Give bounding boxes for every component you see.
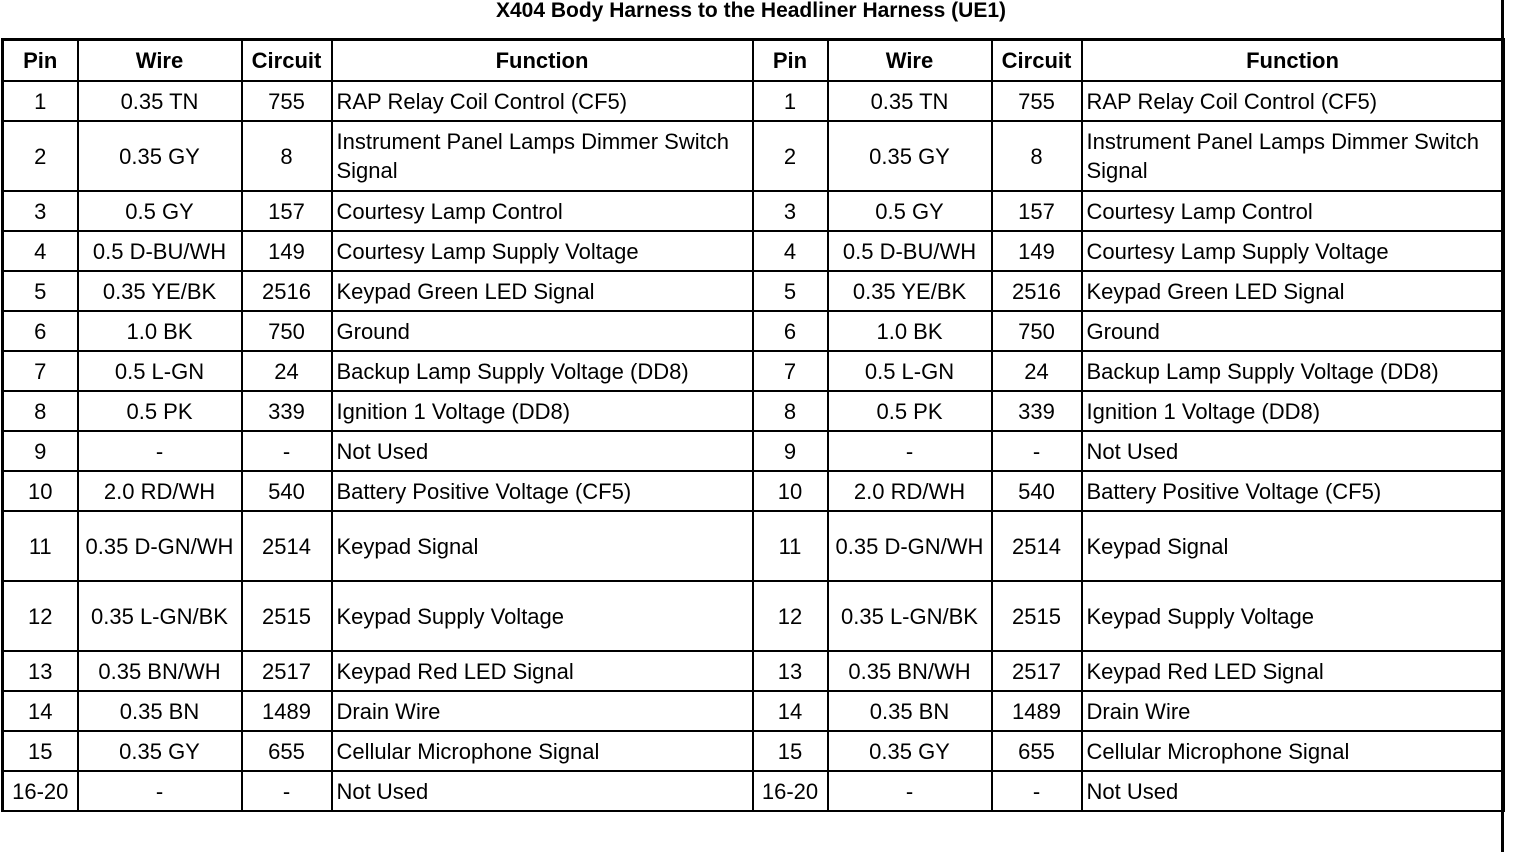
circuit-cell: 655 xyxy=(242,731,332,771)
circuit-cell-right: 750 xyxy=(992,311,1082,351)
wire-cell: 1.0 BK xyxy=(78,311,242,351)
pin-cell: 15 xyxy=(3,731,78,771)
circuit-cell-right: 2517 xyxy=(992,651,1082,691)
table-row xyxy=(3,431,1504,471)
function-cell: Keypad Supply Voltage xyxy=(332,581,753,651)
function-cell: Courtesy Lamp Control xyxy=(332,191,753,231)
function-cell-right: Not Used xyxy=(1082,771,1504,811)
header-pin: Pin xyxy=(3,40,78,82)
wire-cell: - xyxy=(78,431,242,471)
function-cell-right: Cellular Microphone Signal xyxy=(1082,731,1504,771)
circuit-cell: 540 xyxy=(242,471,332,511)
table-row xyxy=(3,351,1504,391)
function-cell-right: Keypad Green LED Signal xyxy=(1082,271,1504,311)
wire-cell-right: 0.35 YE/BK xyxy=(828,271,992,311)
circuit-cell-right: 24 xyxy=(992,351,1082,391)
pin-cell: 4 xyxy=(3,231,78,271)
header-circuit: Circuit xyxy=(242,40,332,82)
circuit-cell-right: 149 xyxy=(992,231,1082,271)
table-body xyxy=(3,81,1504,811)
circuit-cell-right: - xyxy=(992,431,1082,471)
wire-cell: 0.35 TN xyxy=(78,81,242,121)
pin-cell-right: 5 xyxy=(753,271,828,311)
function-cell-right: Ignition 1 Voltage (DD8) xyxy=(1082,391,1504,431)
pin-cell: 10 xyxy=(3,471,78,511)
wire-cell-right: 0.35 L-GN/BK xyxy=(828,581,992,651)
wire-cell-right: 0.5 PK xyxy=(828,391,992,431)
header-wire-right: Wire xyxy=(828,40,992,82)
function-cell-right: Keypad Supply Voltage xyxy=(1082,581,1504,651)
wire-cell-right: 2.0 RD/WH xyxy=(828,471,992,511)
wire-cell: 2.0 RD/WH xyxy=(78,471,242,511)
pin-cell-right: 14 xyxy=(753,691,828,731)
function-cell-right: Courtesy Lamp Control xyxy=(1082,191,1504,231)
function-cell: Courtesy Lamp Supply Voltage xyxy=(332,231,753,271)
function-cell-right: Instrument Panel Lamps Dimmer Switch Signal xyxy=(1082,121,1504,191)
pin-cell: 7 xyxy=(3,351,78,391)
function-cell-right: Ground xyxy=(1082,311,1504,351)
wire-cell: 0.35 D-GN/WH xyxy=(78,511,242,581)
pin-cell: 2 xyxy=(3,121,78,191)
function-cell: Drain Wire xyxy=(332,691,753,731)
connector-pinout-table xyxy=(1,38,1505,812)
pin-cell: 9 xyxy=(3,431,78,471)
circuit-cell-right: 2516 xyxy=(992,271,1082,311)
function-cell: Keypad Green LED Signal xyxy=(332,271,753,311)
circuit-cell-right: 540 xyxy=(992,471,1082,511)
pin-cell-right: 2 xyxy=(753,121,828,191)
wire-cell: 0.35 BN xyxy=(78,691,242,731)
pin-cell-right: 3 xyxy=(753,191,828,231)
pin-cell: 3 xyxy=(3,191,78,231)
pin-cell-right: 15 xyxy=(753,731,828,771)
wire-cell: 0.35 GY xyxy=(78,731,242,771)
pin-cell-right: 13 xyxy=(753,651,828,691)
table-row xyxy=(3,391,1504,431)
table-row xyxy=(3,121,1504,191)
wire-cell-right: 0.5 L-GN xyxy=(828,351,992,391)
function-cell: Ignition 1 Voltage (DD8) xyxy=(332,391,753,431)
pin-cell: 14 xyxy=(3,691,78,731)
pin-cell: 8 xyxy=(3,391,78,431)
function-cell-right: Courtesy Lamp Supply Voltage xyxy=(1082,231,1504,271)
function-cell-right: Keypad Signal xyxy=(1082,511,1504,581)
wire-cell: 0.5 PK xyxy=(78,391,242,431)
wire-cell-right: 1.0 BK xyxy=(828,311,992,351)
wire-cell: 0.35 YE/BK xyxy=(78,271,242,311)
circuit-cell: - xyxy=(242,771,332,811)
pin-cell-right: 10 xyxy=(753,471,828,511)
circuit-cell-right: 2514 xyxy=(992,511,1082,581)
header-row xyxy=(3,40,1504,82)
circuit-cell: 149 xyxy=(242,231,332,271)
wire-cell-right: 0.35 D-GN/WH xyxy=(828,511,992,581)
table-row xyxy=(3,771,1504,811)
pin-cell: 13 xyxy=(3,651,78,691)
circuit-cell: 755 xyxy=(242,81,332,121)
circuit-cell-right: 8 xyxy=(992,121,1082,191)
wire-cell: - xyxy=(78,771,242,811)
pin-cell: 16-20 xyxy=(3,771,78,811)
wire-cell-right: - xyxy=(828,771,992,811)
circuit-cell: 8 xyxy=(242,121,332,191)
table-row xyxy=(3,271,1504,311)
circuit-cell: 750 xyxy=(242,311,332,351)
circuit-cell: 1489 xyxy=(242,691,332,731)
circuit-cell: 157 xyxy=(242,191,332,231)
wire-cell-right: - xyxy=(828,431,992,471)
wire-cell-right: 0.35 BN/WH xyxy=(828,651,992,691)
header-pin-right: Pin xyxy=(753,40,828,82)
function-cell-right: Battery Positive Voltage (CF5) xyxy=(1082,471,1504,511)
circuit-cell-right: 157 xyxy=(992,191,1082,231)
pin-cell-right: 16-20 xyxy=(753,771,828,811)
circuit-cell-right: 339 xyxy=(992,391,1082,431)
function-cell: Battery Positive Voltage (CF5) xyxy=(332,471,753,511)
function-cell: Keypad Red LED Signal xyxy=(332,651,753,691)
circuit-cell: 339 xyxy=(242,391,332,431)
circuit-cell-right: 655 xyxy=(992,731,1082,771)
wire-cell: 0.5 GY xyxy=(78,191,242,231)
pin-cell-right: 1 xyxy=(753,81,828,121)
pin-cell-right: 4 xyxy=(753,231,828,271)
table-row xyxy=(3,191,1504,231)
function-cell: Not Used xyxy=(332,431,753,471)
wire-cell-right: 0.35 BN xyxy=(828,691,992,731)
pin-cell-right: 12 xyxy=(753,581,828,651)
table-row xyxy=(3,81,1504,121)
circuit-cell-right: 2515 xyxy=(992,581,1082,651)
table-row xyxy=(3,691,1504,731)
header-function-right: Function xyxy=(1082,40,1504,82)
function-cell: Not Used xyxy=(332,771,753,811)
function-cell: Keypad Signal xyxy=(332,511,753,581)
function-cell-right: Keypad Red LED Signal xyxy=(1082,651,1504,691)
wire-cell: 0.5 D-BU/WH xyxy=(78,231,242,271)
table-row xyxy=(3,651,1504,691)
wire-cell-right: 0.35 GY xyxy=(828,731,992,771)
circuit-cell: - xyxy=(242,431,332,471)
wire-cell: 0.35 L-GN/BK xyxy=(78,581,242,651)
wire-cell-right: 0.35 GY xyxy=(828,121,992,191)
header-function: Function xyxy=(332,40,753,82)
page-title: X404 Body Harness to the Headliner Harness (UE1) xyxy=(495,0,1006,22)
pin-cell: 5 xyxy=(3,271,78,311)
wire-cell-right: 0.5 D-BU/WH xyxy=(828,231,992,271)
pin-cell-right: 9 xyxy=(753,431,828,471)
pin-cell: 12 xyxy=(3,581,78,651)
pin-cell-right: 8 xyxy=(753,391,828,431)
function-cell-right: Backup Lamp Supply Voltage (DD8) xyxy=(1082,351,1504,391)
circuit-cell-right: - xyxy=(992,771,1082,811)
header-circuit-right: Circuit xyxy=(992,40,1082,82)
function-cell: Backup Lamp Supply Voltage (DD8) xyxy=(332,351,753,391)
pin-cell-right: 7 xyxy=(753,351,828,391)
wire-cell: 0.5 L-GN xyxy=(78,351,242,391)
table-row xyxy=(3,581,1504,651)
circuit-cell: 2514 xyxy=(242,511,332,581)
function-cell-right: Not Used xyxy=(1082,431,1504,471)
wire-cell-right: 0.5 GY xyxy=(828,191,992,231)
wire-cell: 0.35 BN/WH xyxy=(78,651,242,691)
pin-cell: 6 xyxy=(3,311,78,351)
function-cell: Instrument Panel Lamps Dimmer Switch Signal xyxy=(332,121,753,191)
function-cell-right: Drain Wire xyxy=(1082,691,1504,731)
header-wire: Wire xyxy=(78,40,242,82)
pin-cell-right: 11 xyxy=(753,511,828,581)
table-row xyxy=(3,511,1504,581)
pin-cell: 11 xyxy=(3,511,78,581)
circuit-cell: 2516 xyxy=(242,271,332,311)
pin-cell-right: 6 xyxy=(753,311,828,351)
circuit-cell: 2517 xyxy=(242,651,332,691)
pin-cell: 1 xyxy=(3,81,78,121)
circuit-cell: 2515 xyxy=(242,581,332,651)
table-row xyxy=(3,471,1504,511)
function-cell: RAP Relay Coil Control (CF5) xyxy=(332,81,753,121)
table-row xyxy=(3,311,1504,351)
wire-cell: 0.35 GY xyxy=(78,121,242,191)
circuit-cell: 24 xyxy=(242,351,332,391)
function-cell: Ground xyxy=(332,311,753,351)
table-row xyxy=(3,731,1504,771)
circuit-cell-right: 755 xyxy=(992,81,1082,121)
wire-cell-right: 0.35 TN xyxy=(828,81,992,121)
circuit-cell-right: 1489 xyxy=(992,691,1082,731)
table-row xyxy=(3,231,1504,271)
function-cell: Cellular Microphone Signal xyxy=(332,731,753,771)
function-cell-right: RAP Relay Coil Control (CF5) xyxy=(1082,81,1504,121)
